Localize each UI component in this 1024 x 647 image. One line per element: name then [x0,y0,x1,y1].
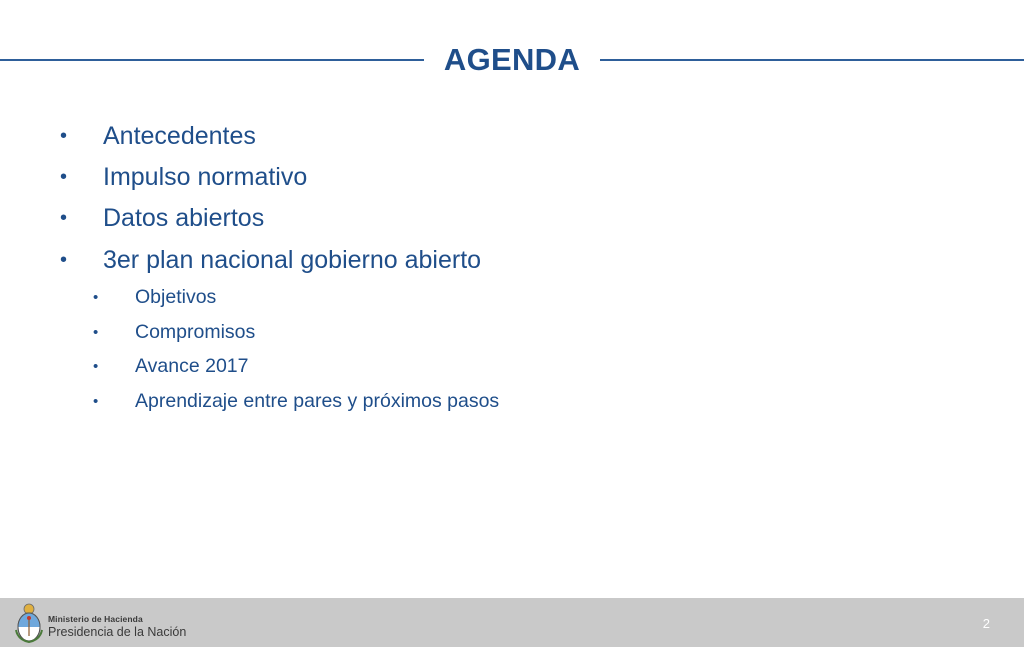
footer-bar [0,598,1024,647]
title-rule-right [600,59,1024,61]
list-item [60,201,264,235]
list-item-text: 3er plan nacional gobierno abierto [103,245,482,274]
list-item-text: Objetivos [135,285,217,308]
sub-list-item [93,352,249,380]
sub-list-item [93,283,216,311]
ministry-label: Ministerio de Hacienda [48,614,143,624]
list-item [60,119,256,153]
sub-list-item [93,387,499,415]
list-item [60,243,481,277]
list-item-text: Compromisos [135,320,256,343]
list-item-text: Datos abiertos [103,203,265,232]
page-number: 2 [982,616,990,631]
bullet-icon: • [60,165,68,188]
bullet-icon: • [93,288,99,306]
bullet-icon: • [60,124,68,147]
title-rule-left [0,59,424,61]
list-item [60,160,307,194]
list-item-text: Impulso normativo [103,162,308,191]
bullet-icon: • [93,357,99,375]
bullet-icon: • [93,392,99,410]
sub-list-item [93,318,255,346]
list-item-text: Aprendizaje entre pares y próximos pasos [135,389,500,412]
presidency-label: Presidencia de la Nación [48,625,187,639]
bullet-icon: • [93,323,99,341]
slide-title: AGENDA [443,42,581,77]
bullet-icon: • [60,248,68,271]
list-item-text: Antecedentes [103,121,256,150]
list-item-text: Avance 2017 [135,354,249,377]
bullet-icon: • [60,206,68,229]
argentina-coat-of-arms-icon [14,602,44,643]
